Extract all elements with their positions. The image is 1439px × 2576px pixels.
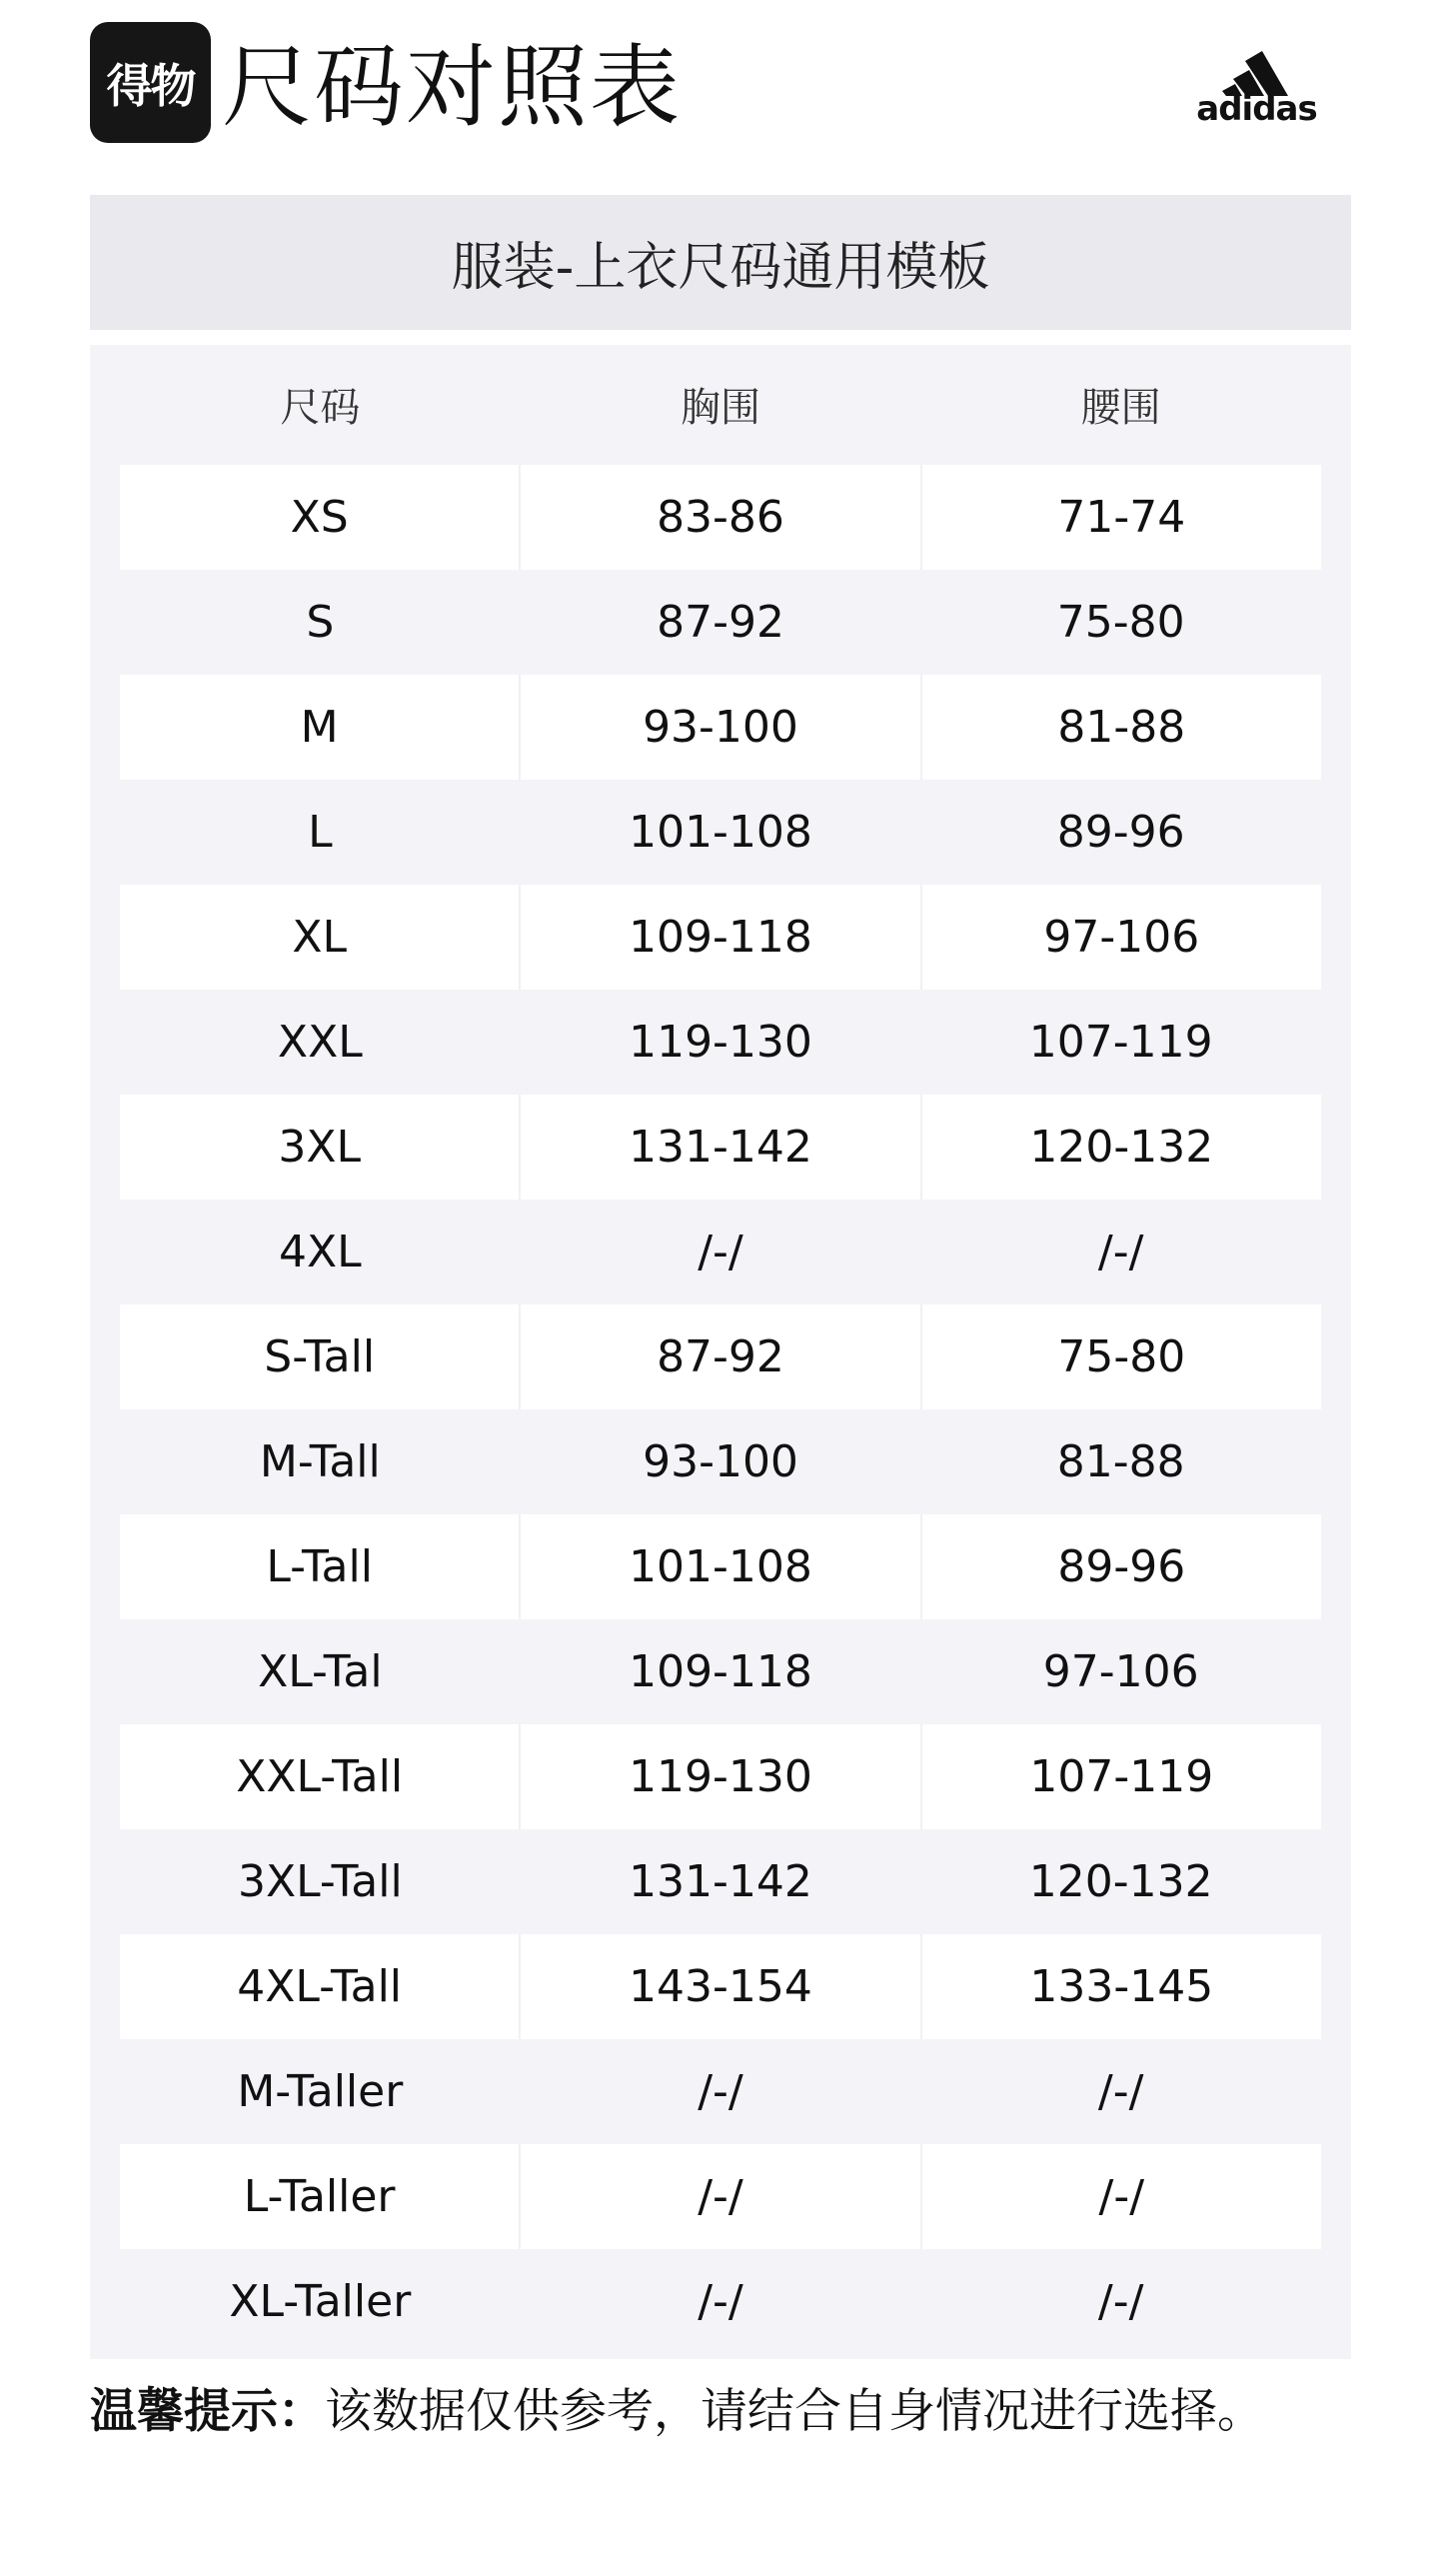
table-body bbox=[120, 465, 1321, 2354]
footnote-text: 该数据仅供参考，请结合自身情况进行选择。 bbox=[325, 2384, 1264, 2439]
cell-chest: 93-100 bbox=[643, 1436, 798, 1487]
cell-chest: 87-92 bbox=[519, 1304, 919, 1409]
cell-size: XL-Taller bbox=[229, 2276, 412, 2327]
cell-size: XS bbox=[120, 465, 519, 570]
cell-size: XL-Tal bbox=[258, 1646, 383, 1697]
table-row bbox=[120, 2144, 1321, 2249]
cell-size: M bbox=[120, 675, 519, 780]
page-title: 尺码对照表 bbox=[222, 35, 682, 140]
header-waist: 腰围 bbox=[1080, 384, 1161, 431]
table-row bbox=[120, 1619, 1321, 1724]
table-row bbox=[120, 2249, 1321, 2354]
adidas-logo-icon bbox=[1194, 44, 1319, 129]
table-row bbox=[120, 1095, 1321, 1200]
cell-chest: 101-108 bbox=[519, 1514, 919, 1619]
table-row bbox=[120, 990, 1321, 1095]
cell-waist: /-/ bbox=[1097, 1227, 1144, 1278]
cell-waist: 75-80 bbox=[920, 1304, 1321, 1409]
table-row bbox=[120, 1409, 1321, 1514]
cell-waist: 107-119 bbox=[1028, 1017, 1213, 1068]
cell-waist: /-/ bbox=[1097, 2066, 1144, 2117]
cell-chest: 119-130 bbox=[629, 1017, 812, 1068]
cell-chest: 83-86 bbox=[519, 465, 919, 570]
brand-wordmark: adidas bbox=[1196, 89, 1317, 129]
table-row bbox=[120, 885, 1321, 990]
table-row bbox=[120, 465, 1321, 570]
cell-size: M-Tall bbox=[259, 1436, 381, 1487]
cell-waist: 120-132 bbox=[1028, 1856, 1213, 1907]
cell-chest: /-/ bbox=[698, 2066, 743, 2117]
cell-chest: 119-130 bbox=[519, 1724, 919, 1829]
cell-chest: 93-100 bbox=[519, 675, 919, 780]
cell-waist: 107-119 bbox=[920, 1724, 1321, 1829]
table-header bbox=[120, 345, 1321, 463]
cell-size: L bbox=[308, 807, 333, 858]
cell-size: 4XL-Tall bbox=[120, 1934, 519, 2039]
cell-chest: 143-154 bbox=[519, 1934, 919, 2039]
cell-waist: 133-145 bbox=[920, 1934, 1321, 2039]
cell-waist: 75-80 bbox=[1056, 597, 1185, 648]
cell-size: S-Tall bbox=[120, 1304, 519, 1409]
cell-waist: /-/ bbox=[920, 2144, 1321, 2249]
table-row bbox=[120, 1829, 1321, 1934]
cell-chest: 131-142 bbox=[519, 1095, 919, 1200]
cell-waist: 81-88 bbox=[1056, 1436, 1185, 1487]
cell-size: 3XL bbox=[120, 1095, 519, 1200]
cell-waist: 89-96 bbox=[920, 1514, 1321, 1619]
cell-size: M-Taller bbox=[237, 2066, 404, 2117]
cell-size: L-Taller bbox=[120, 2144, 519, 2249]
cell-chest: /-/ bbox=[698, 2276, 743, 2327]
cell-waist: 97-106 bbox=[920, 885, 1321, 990]
cell-size: 3XL-Tall bbox=[237, 1856, 403, 1907]
cell-waist: 120-132 bbox=[920, 1095, 1321, 1200]
header-chest: 胸围 bbox=[681, 384, 760, 431]
table-row bbox=[120, 1304, 1321, 1409]
dewu-logo-icon bbox=[90, 22, 211, 143]
footnote-label: 温馨提示： bbox=[90, 2384, 325, 2439]
cell-size: XL bbox=[120, 885, 519, 990]
table-row bbox=[120, 1724, 1321, 1829]
cell-size: S bbox=[306, 597, 335, 648]
cell-size: XXL-Tall bbox=[120, 1724, 519, 1829]
size-table bbox=[90, 345, 1351, 2359]
table-row bbox=[120, 2039, 1321, 2144]
table-row bbox=[120, 1200, 1321, 1304]
cell-chest: 101-108 bbox=[629, 807, 812, 858]
cell-waist: 81-88 bbox=[920, 675, 1321, 780]
app-logo-text: 得物 bbox=[106, 58, 195, 113]
cell-waist: 71-74 bbox=[920, 465, 1321, 570]
cell-chest: 131-142 bbox=[629, 1856, 812, 1907]
cell-waist: 97-106 bbox=[1042, 1646, 1199, 1697]
table-row bbox=[120, 570, 1321, 675]
table-row bbox=[120, 1514, 1321, 1619]
cell-chest: 87-92 bbox=[657, 597, 784, 648]
cell-waist: /-/ bbox=[1097, 2276, 1144, 2327]
table-row bbox=[120, 780, 1321, 885]
table-row bbox=[120, 675, 1321, 780]
cell-chest: 109-118 bbox=[519, 885, 919, 990]
cell-size: L-Tall bbox=[120, 1514, 519, 1619]
header-size: 尺码 bbox=[280, 384, 361, 431]
cell-chest: /-/ bbox=[698, 1227, 743, 1278]
footnote bbox=[90, 2377, 1264, 2447]
table-row bbox=[120, 1934, 1321, 2039]
cell-size: XXL bbox=[277, 1017, 363, 1068]
cell-waist: 89-96 bbox=[1056, 807, 1185, 858]
cell-chest: 109-118 bbox=[629, 1646, 812, 1697]
table-banner: 服装-上衣尺码通用模板 bbox=[90, 195, 1351, 330]
cell-chest: /-/ bbox=[519, 2144, 919, 2249]
cell-size: 4XL bbox=[279, 1227, 362, 1278]
